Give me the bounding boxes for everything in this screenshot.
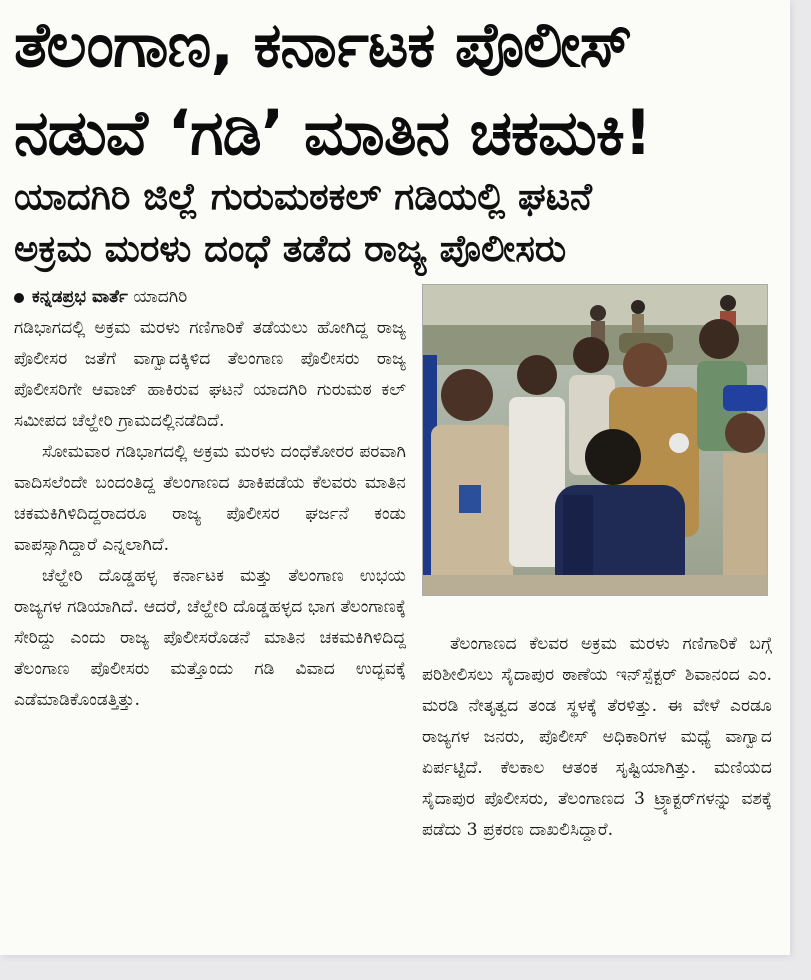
article-right-column: ತೆಲಂಗಾಣದ ಕೆಲವರ ಅಕ್ರಮ ಮರಳು ಗಣಿಗಾರಿಕೆ ಬಗ್ಗೆ ಪರಿಶೀಲಿಸಲು ಸೈದಾಪುರ ಠಾಣೆಯ ಇನ್‌ಸ್ಪೆಕ್ಟರ್ ಶಿವಾನಂದ ಎಂ. ಮರಡಿ ನೇತೃತ್ವದ ತಂಡ ಸ್ಥಳಕ್ಕೆ ತೆರಳಿತ್ತು. ಈ ವೇಳೆ ಎರಡೂ ರಾಜ್ಯಗಳ ಜನರು, ಪೊಲೀಸ್ ಅಧಿಕಾರಿಗಳ ಮಧ್ಯೆ ವಾಗ್ವಾದ ಏರ್ಪಟ್ಟಿದೆ. ಕೆಲಕಾಲ ಆತಂಕ ಸೃಷ್ಟಿಯಾಗಿತ್ತು. ಮಣಿಯದ ಸೈದಾಪುರ ಪೊಲೀಸರು, ತೆಲಂಗಾಣದ 3 ಟ್ರ್ಯಾಕ್ಟರ್‌ಗಳನ್ನು ವಶಕ್ಕೆ ಪಡೆದು 3 ಪ್ರಕರಣ ದಾಖಲಿಸಿದ್ದಾರೆ. xyxy=(422,634,772,841)
byline-agency: ಕನ್ನಡಪ್ರಭ ವಾರ್ತೆ xyxy=(32,287,128,307)
article-paragraph-1: ಗಡಿಭಾಗದಲ್ಲಿ ಅಕ್ರಮ ಮರಳು ಗಣಿಗಾರಿಕೆ ತಡೆಯಲು ಹೋಗಿದ್ದ ರಾಜ್ಯ ಪೊಲೀಸರ ಜತೆಗೆ ವಾಗ್ವಾದಕ್ಕಿಳಿದ ತೆಲಂಗಾಣ ಪೊಲೀಸರು ರಾಜ್ಯ ಪೊಲೀಸರಿಗೇ ಆವಾಜ್ ಹಾಕಿರುವ ಘಟನೆ ಯಾದಗಿರಿ ಗುರುಮಠ ಕಲ್ ಸಮೀಪದ ಚೆಲ್ಹೇರಿ ಗ್ರಾಮದಲ್ಲಿನಡೆದಿದೆ. xyxy=(14,318,406,431)
police-crowd-photo-icon xyxy=(423,285,767,595)
subheadline-line-2: ಅಕ್ರಮ ಮರಳು ದಂಧೆ ತಡೆದ ರಾಜ್ಯ ಪೊಲೀಸರು xyxy=(14,227,567,270)
article-paragraph-2: ಸೋಮವಾರ ಗಡಿಭಾಗದಲ್ಲಿ ಅಕ್ರಮ ಮರಳು ದಂಧೆಕೋರರ ಪರವಾಗಿ ವಾದಿಸಲೆಂದೇ ಬಂದಂತಿದ್ದ ತೆಲಂಗಾಣದ ಖಾಕಿಪಡೆಯ ಕೆಲವರು ಮಾತಿನ ಚಕಮಕಿಗಿಳಿದಿದ್ದರಾದರೂ ರಾಜ್ಯ ಪೊಲೀಸರ ಘರ್ಜನೆ ಕಂಡು ವಾಪಸ್ಸಾಗಿದ್ದಾರೆ ಎನ್ನಲಾಗಿದೆ. xyxy=(14,442,406,555)
subheadline-line-1: ಯಾದಗಿರಿ ಜಿಲ್ಲೆ ಗುರುಮಠಕಲ್ ಗಡಿಯಲ್ಲಿ ಘಟನೆ xyxy=(14,175,593,218)
headline-line-1: ತೆಲಂಗಾಣ, ಕರ್ನಾಟಕ ಪೊಲೀಸ್ xyxy=(14,8,632,81)
article-paragraph-3: ಚೆಲ್ಹೇರಿ ದೊಡ್ಡಹಳ್ಳ ಕರ್ನಾಟಕ ಮತ್ತು ತೆಲಂಗಾಣ ಉಭಯ ರಾಜ್ಯಗಳ ಗಡಿಯಾಗಿದೆ. ಆದರೆ, ಚೆಲ್ಹೇರಿ ದೊಡ್ಡಹಳ್ಳದ ಭಾಗ ತೆಲಂಗಾಣಕ್ಕೆ ಸೇರಿದ್ದು ಎಂದು ರಾಜ್ಯ ಪೊಲೀಸರೊಡನೆ ಮಾತಿನ ಚಕಮಕಿಗಿಳಿದಿದ್ದ ತೆಲಂಗಾಣ ಪೊಲೀಸರು ಮತ್ತೊಂದು ಗಡಿ ವಿವಾದ ಉದ್ಭವಕ್ಕೆ ಎಡೆಮಾಡಿಕೊಂಡತ್ತಿತ್ತು. xyxy=(14,566,406,710)
headline-line-2: ನಡುವೆ ‘ಗಡಿ’ ಮಾತಿನ ಚಕಮಕಿ! xyxy=(14,96,652,169)
byline-place: ಯಾದಗಿರಿ xyxy=(133,287,188,307)
bullet-icon xyxy=(14,293,24,303)
byline xyxy=(14,282,406,313)
article-left-column xyxy=(14,282,406,716)
news-photo xyxy=(422,284,768,596)
